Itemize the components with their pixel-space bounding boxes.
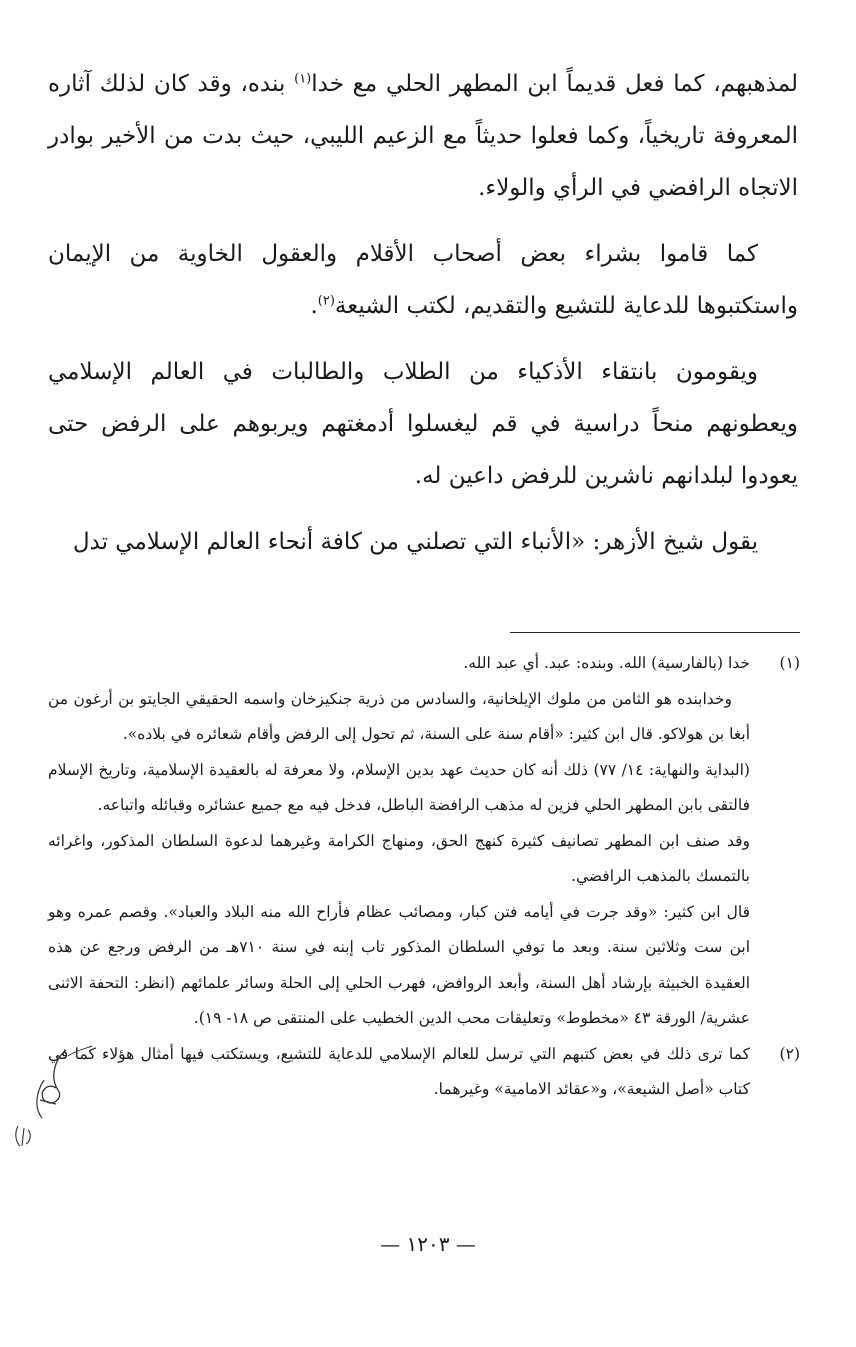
footnote-line: وقد صنف ابن المطهر تصانيف كثيرة كنهج الحق، ومنهاج الكرامة وغيرهما لدعوة السلطان المذكور، واغرائه بالتمسك بالمذهب الرافضي. bbox=[48, 831, 750, 885]
footnote-number: (١) bbox=[779, 654, 800, 672]
footnote-body bbox=[48, 646, 750, 1037]
page-number: — ١٢٠٣ — bbox=[380, 1232, 476, 1256]
body-paragraph-1: لمذهبهم، كما فعل قديماً ابن المطهر الحلي مع خدا$^{(١)}$ بنده، وقد كان لذلك آثاره المعروفة تاريخياً، وكما فعلوا حديثاً مع الزعيم الليبي، حيث بدت من الأخير بوادر الاتجاه الرافضي في الرأي والولاء. bbox=[48, 71, 798, 201]
body-paragraph-4: يقول شيخ الأزهر: «الأنباء التي تصلني من كافة أنحاء العالم الإسلامي تدل bbox=[72, 529, 758, 555]
footnote-1 bbox=[48, 646, 800, 1037]
footnote-number: (٢) bbox=[779, 1044, 800, 1063]
footnote-line: كما ترى ذلك في بعض كتبهم التي ترسل للعالم الإسلامي للدعاية للتشيع، ويستكتب فيها أمثال هؤلاء كما في كتاب «أصل الشيعة»، و«عقائد الامامية» وغيرهما. bbox=[48, 1044, 750, 1098]
footnotes bbox=[48, 646, 800, 1108]
footnote-line: قال ابن كثير: «وقد جرت في أيامه فتن كبار، ومصائب عظام فأراح الله منه البلاد والعباد». وقصم عمره وهو ابن ست وثلاثين سنة. وبعد ما توفي السلطان المذكور تاب إبنه في سنة ٧١٠هـ من الرفض ورجع عن هذه العقيدة الخبيثة بإرشاد أهل السنة، وأبعد الروافض، فهرب الحلي إلى الحلة وسائر علمائهم (انظر: التحفة الاثنى عشرية/ الورقة ٤٣ «مخطوط» وتعليقات محب الدين الخطيب على المنتقى ص ١٨- ١٩). bbox=[48, 902, 750, 1027]
footnote-2 bbox=[48, 1037, 800, 1108]
handwritten-margin-note bbox=[4, 1030, 94, 1160]
footnote-line: وخدابنده هو الثامن من ملوك الإيلخانية، والسادس من ذرية جنكيزخان واسمه الحقيقي الجايتو بن أرغون من أبغا بن هولاكو. قال ابن كثير: «أقام سنة على السنة، ثم تحول إلى الرفض وأقام شعائره في بلاده». bbox=[48, 689, 750, 743]
footnote-separator bbox=[510, 632, 800, 633]
footnote-line: خدا (بالفارسية) الله. وبنده: عبد. أي عبد الله. bbox=[463, 654, 750, 672]
footnote-body bbox=[48, 1037, 750, 1108]
footnote-ref-1[interactable]: (١) bbox=[294, 71, 312, 87]
body-paragraph-3: ويقومون بانتقاء الأذكياء من الطلاب والطالبات في العالم الإسلامي ويعطونهم منحاً دراسية في قم ليغسلوا أدمغتهم ويربوهم على الرفض حتى يعودوا لبلدانهم ناشرين للرفض داعين له. bbox=[48, 359, 798, 489]
main-text bbox=[48, 58, 798, 582]
footnote-line: (البداية والنهاية: ١٤/ ٧٧) ذلك أنه كان حديث عهد بدين الإسلام، ولا معرفة له بالعقيدة الإسلامية، وتاريخ الإسلام فالتقى بابن المطهر الحلي فزين له مذهب الرافضة الباطل، فدخل فيه مع جميع عشائره وقبائله واتباعه. bbox=[48, 760, 750, 814]
footnote-ref-2[interactable]: (٢) bbox=[317, 293, 335, 309]
body-paragraph-2: كما قاموا بشراء بعض أصحاب الأقلام والعقول الخاوية من الإيمان واستكتبوها للدعاية للتشيع والتقديم، لكتب الشيعة$^{(٢)}$. bbox=[48, 241, 798, 319]
